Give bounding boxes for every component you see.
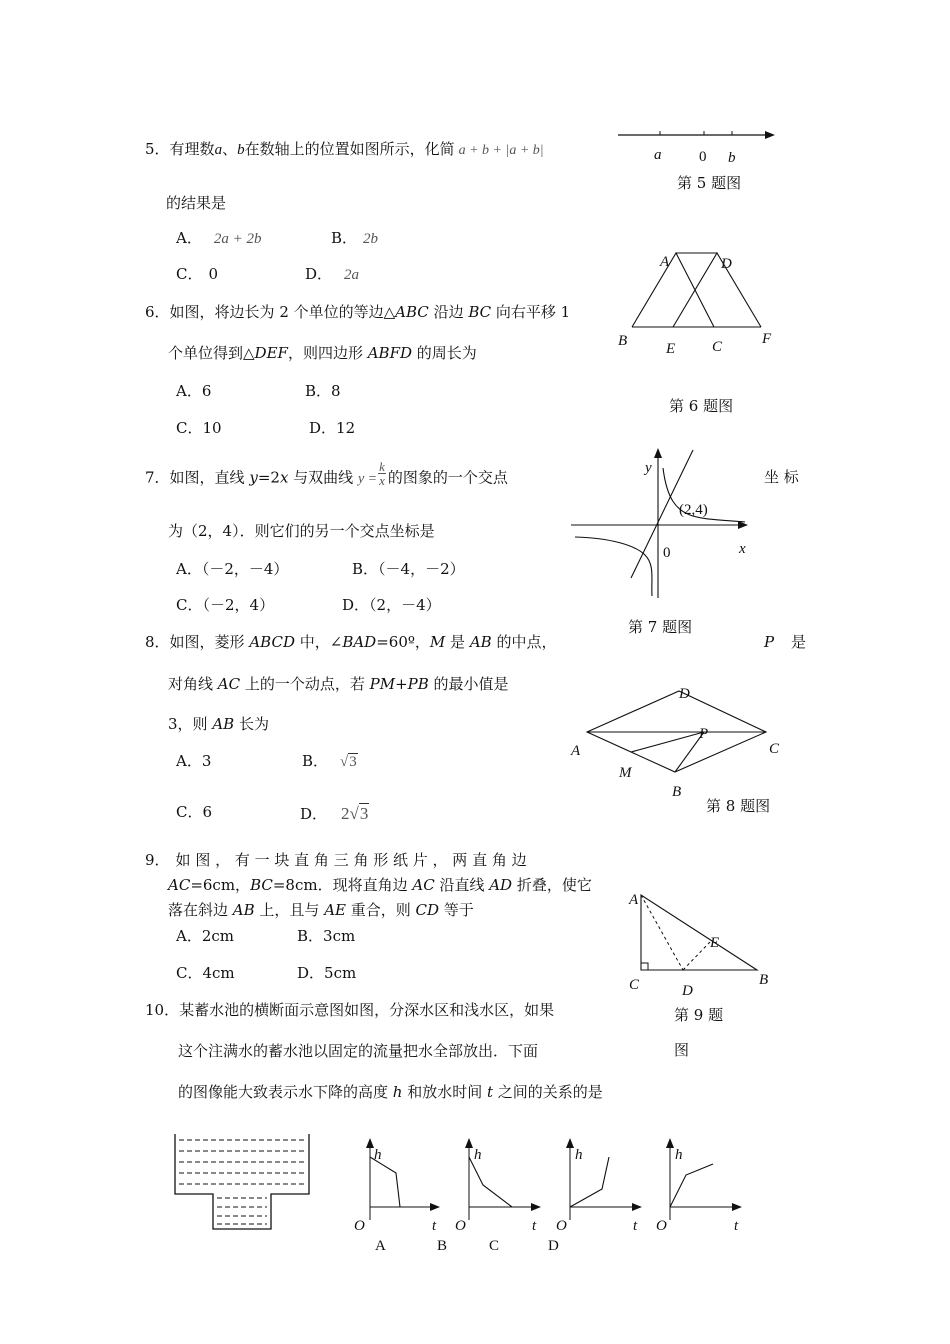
svg-text:h: h	[374, 1147, 382, 1163]
svg-text:D: D	[682, 983, 693, 999]
q7-fraction: $\frac{k}{x}$	[379, 459, 385, 488]
svg-text:A: A	[629, 892, 639, 908]
q9-line3: 落在斜边 AB 上，且与 AE 重合，则 CD 等于	[168, 901, 474, 919]
q8-rhombus-figure	[565, 682, 795, 802]
svg-text:A: A	[660, 254, 670, 270]
curve-b	[469, 1157, 512, 1207]
q6-triangle-figure	[610, 245, 780, 360]
pool-outline	[175, 1134, 309, 1229]
q8-line1-tail: 是	[791, 633, 807, 651]
q10-line1: 10．某蓄水池的横断面示意图如图，分深水区和浅水区，如果	[145, 1001, 555, 1019]
q5-fig-caption: 第 5 题图	[677, 174, 742, 192]
svg-text:B: B	[618, 333, 628, 349]
q9-option-b: B．3cm	[297, 927, 356, 945]
fold-de	[683, 942, 710, 970]
q10-pool-figure	[170, 1132, 315, 1232]
q9-option-a: A．2cm	[176, 927, 235, 945]
svg-text:E: E	[666, 341, 676, 357]
svg-text:O: O	[556, 1218, 567, 1234]
svg-text:x: x	[739, 541, 746, 557]
svg-text:h: h	[474, 1147, 482, 1163]
q6-fig-caption: 第 6 题图	[669, 397, 734, 415]
triangle-acb	[641, 895, 757, 970]
q8-option-a: A．3	[176, 752, 212, 770]
svg-text:t: t	[633, 1218, 638, 1234]
q8-option-d: D． 2√3	[300, 804, 369, 823]
q7-line1-tail: 坐 标	[764, 468, 799, 486]
q10-graph-b	[450, 1135, 545, 1235]
q5-number-line-figure	[610, 122, 790, 172]
q9-line2: AC=6cm，BC=8cm．现将直角边 AC 沿直线 AD 折叠，使它	[168, 876, 592, 894]
q7-option-a: A．（－2，－4）	[176, 560, 289, 578]
segment-pm	[631, 732, 704, 752]
q10-graph-c	[550, 1135, 645, 1235]
svg-text:D: D	[679, 686, 690, 702]
svg-text:B: B	[759, 972, 769, 988]
label-b: b	[728, 150, 736, 166]
q10-option-a-label: A	[375, 1238, 386, 1254]
q6-line2: 个单位得到△DEF，则四边形 ABFD 的周长为	[168, 344, 477, 362]
svg-text:F: F	[762, 331, 772, 347]
q10-option-d-label: D	[548, 1238, 559, 1254]
q7-option-d: D．（2，－4）	[342, 596, 441, 614]
svg-text:0: 0	[663, 545, 671, 561]
q10-line3: 的图像能大致表示水下降的高度 h 和放水时间 t 之间的关系的是	[178, 1083, 603, 1101]
q8-option-b: B． √3	[302, 752, 357, 770]
q8-option-c: C．6	[176, 803, 213, 821]
svg-text:h: h	[675, 1147, 683, 1163]
svg-text:t: t	[532, 1218, 537, 1234]
svg-text:t: t	[432, 1218, 437, 1234]
svg-text:t: t	[734, 1218, 739, 1234]
q9-option-d: D．5cm	[297, 964, 357, 982]
svg-text:E: E	[710, 935, 720, 951]
q5-number: 5．	[145, 140, 170, 158]
svg-text:O: O	[455, 1218, 466, 1234]
q8-line3: 3，则 AB 长为	[168, 715, 269, 733]
q7-line2: 为（2，4）．则它们的另一个交点坐标是	[168, 522, 435, 540]
label-0: 0	[699, 149, 707, 165]
curve-d	[670, 1164, 713, 1207]
q6-option-b: B．8	[305, 382, 341, 400]
q8-line2: 对角线 AC 上的一个动点，若 PM+PB 的最小值是	[168, 675, 509, 693]
q7-option-b: B．（－4，－2）	[352, 560, 465, 578]
hyperbola-q3	[575, 537, 652, 596]
svg-text:M: M	[619, 765, 632, 781]
q5-option-c: C． 0	[176, 265, 219, 283]
svg-text:h: h	[575, 1147, 583, 1163]
triangle-def	[673, 253, 761, 327]
q10-option-c-label: C	[489, 1238, 500, 1254]
q7-option-c: C．（－2，4）	[176, 596, 275, 614]
svg-text:C: C	[769, 741, 780, 757]
q10-line2: 这个注满水的蓄水池以固定的流量把水全部放出．下面	[178, 1042, 539, 1060]
q10-graph-d	[650, 1135, 748, 1235]
q9-fig-caption-1: 第 9 题	[674, 1006, 724, 1024]
q6-option-d: D．12	[309, 419, 356, 437]
q7-line1: 7．如图，直线 y=2x 与双曲线 y = $\frac{k}{x}$ 的图象的一个交点	[145, 459, 508, 488]
number-line-arrow	[765, 131, 775, 139]
svg-text:A: A	[571, 743, 581, 759]
q8-fig-caption: 第 8 题图	[706, 797, 771, 815]
svg-text:C: C	[629, 977, 640, 993]
q8-line1-p: P	[764, 633, 775, 651]
curve-c	[570, 1157, 609, 1207]
q5-option-a: A． 2a + 2b	[176, 229, 262, 247]
fold-ad	[641, 895, 683, 970]
q9-option-c: C．4cm	[176, 964, 235, 982]
q9-right-triangle-figure	[620, 885, 780, 1000]
triangle-abc	[632, 253, 714, 327]
curve-a	[370, 1157, 400, 1207]
q10-graph-a	[350, 1135, 445, 1235]
q9-line1: 9． 如 图 ， 有 一 块 直 角 三 角 形 纸 片 ， 两 直 角 边	[145, 851, 527, 869]
q5-expression: a + b + |a + b|	[458, 143, 544, 158]
q6-option-a: A．6	[176, 382, 212, 400]
q7-fig-caption: 第 7 题图	[628, 618, 693, 636]
q7-graph-figure	[565, 440, 765, 605]
q8-line1: 8．如图，菱形 ABCD 中，∠BAD=60º，M 是 AB 的中点，	[145, 633, 557, 651]
q5-line2: 的结果是	[166, 194, 227, 212]
svg-text:C: C	[712, 339, 723, 355]
svg-text:B: B	[672, 784, 682, 800]
q9-fig-caption-2: 图	[674, 1041, 690, 1059]
svg-text:O: O	[656, 1218, 667, 1234]
water-lines	[179, 1140, 305, 1224]
q5-line1: 5．有理数a、b在数轴上的位置如图所示，化简 a + b + |a + b|	[145, 140, 544, 158]
svg-text:P: P	[699, 726, 709, 742]
svg-text:(2,4): (2,4)	[679, 502, 708, 518]
q5-option-d: D． 2a	[305, 265, 360, 283]
q5-option-b: B． 2b	[331, 229, 379, 247]
svg-text:y: y	[645, 460, 652, 476]
right-angle-mark	[641, 963, 648, 970]
q6-option-c: C．10	[176, 419, 222, 437]
q10-option-b-label: B	[437, 1238, 448, 1254]
svg-text:D: D	[721, 256, 732, 272]
q6-line1: 6．如图，将边长为 2 个单位的等边△ABC 沿边 BC 向右平移 1	[145, 303, 571, 321]
svg-text:O: O	[354, 1218, 365, 1234]
label-a: a	[654, 147, 662, 163]
